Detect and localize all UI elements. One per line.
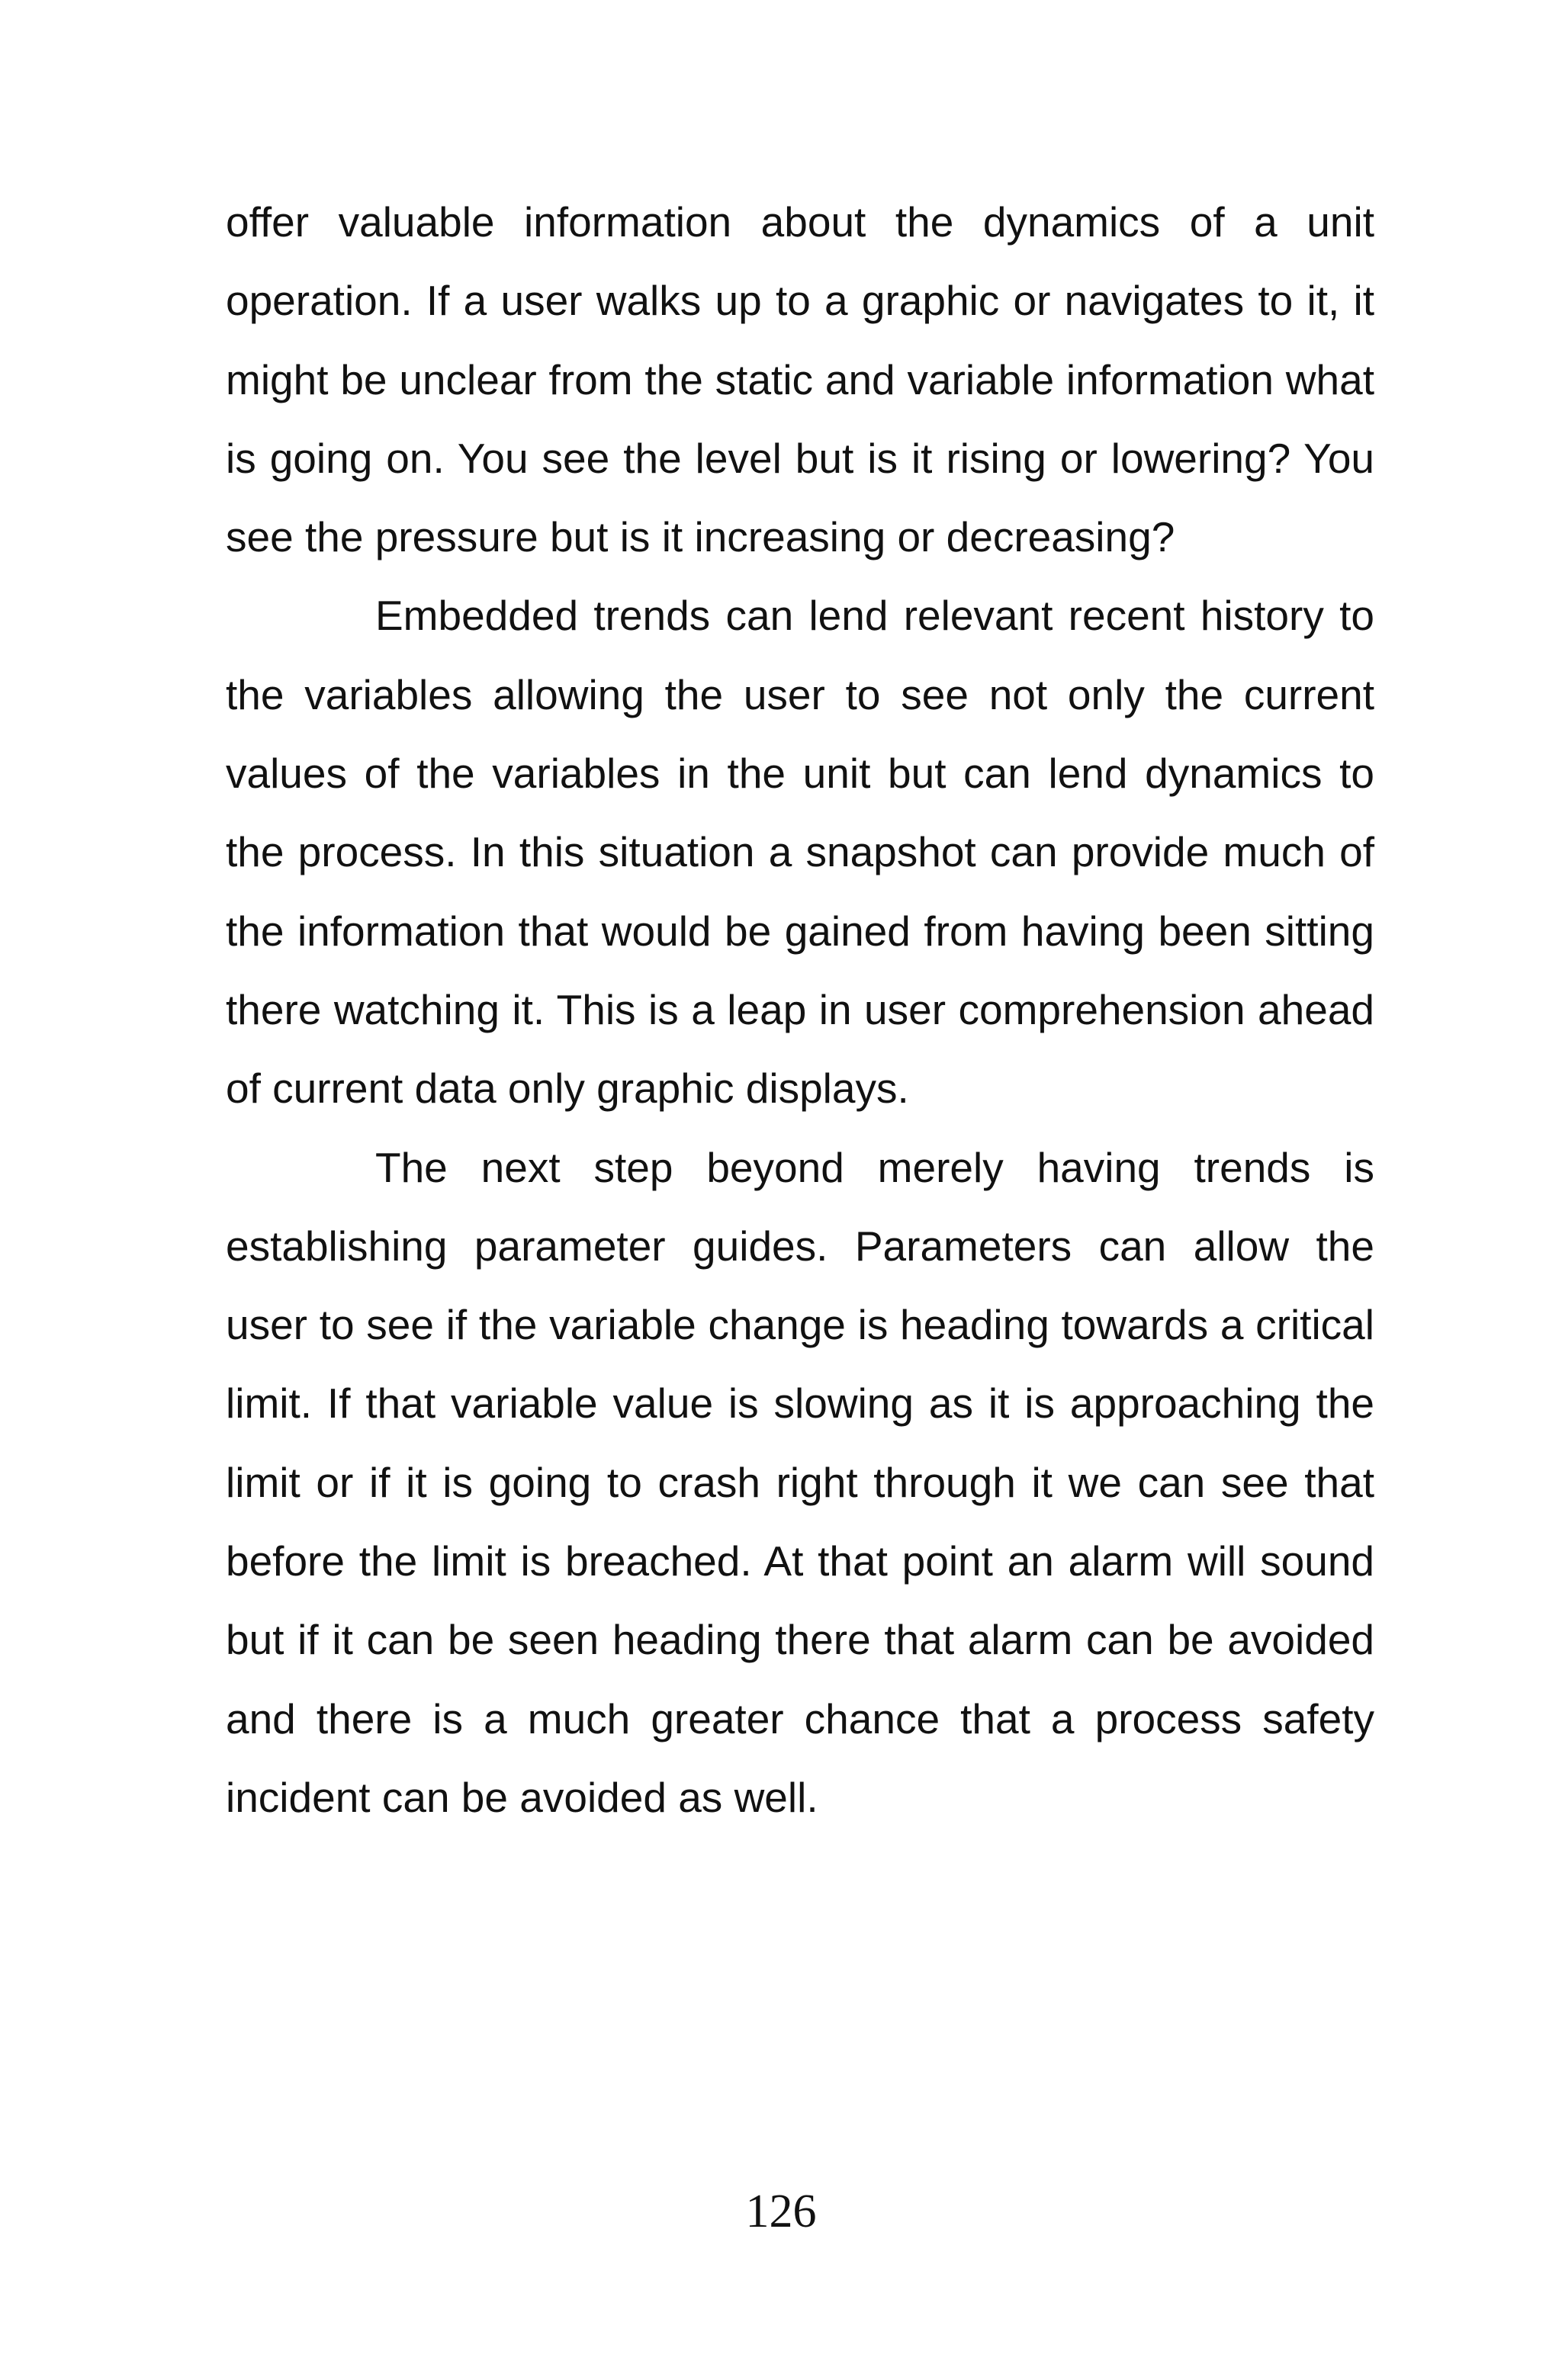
paragraph-3: The next step beyond merely having trends is establishing parameter guides. Parameters can allow the user to see if the variable change is heading towards a critical limit. If that variable value is slowing as it is approaching the limit or if it is going to crash right through it we can see that before the limit is breached. At that point an alarm will sound but if it can be seen heading there that alarm can be avoided and there is a much greater chance that a process safety incident can be avoided as well.	[226, 1143, 1374, 1821]
paragraph-2: Embedded trends can lend relevant recent history to the variables allowing the user to see not only the current values of the variables in the unit but can lend dynamics to the process. In this situation a snapshot can provide much of the information that would be gained from having been sitting there watching it. This is a leap in user comprehension ahead of current data only graphic displays.	[226, 592, 1374, 1113]
paragraph-1: offer valuable information about the dynamics of a unit operation. If a user walks up to a graphic or navigates to it, it might be unclear from the static and variable information what is going on. You see the level but is it rising or lowering? You see the pressure but is it increasing or decreasing?	[226, 198, 1374, 561]
body-text	[226, 183, 1374, 1837]
page-number: 126	[745, 2186, 817, 2237]
